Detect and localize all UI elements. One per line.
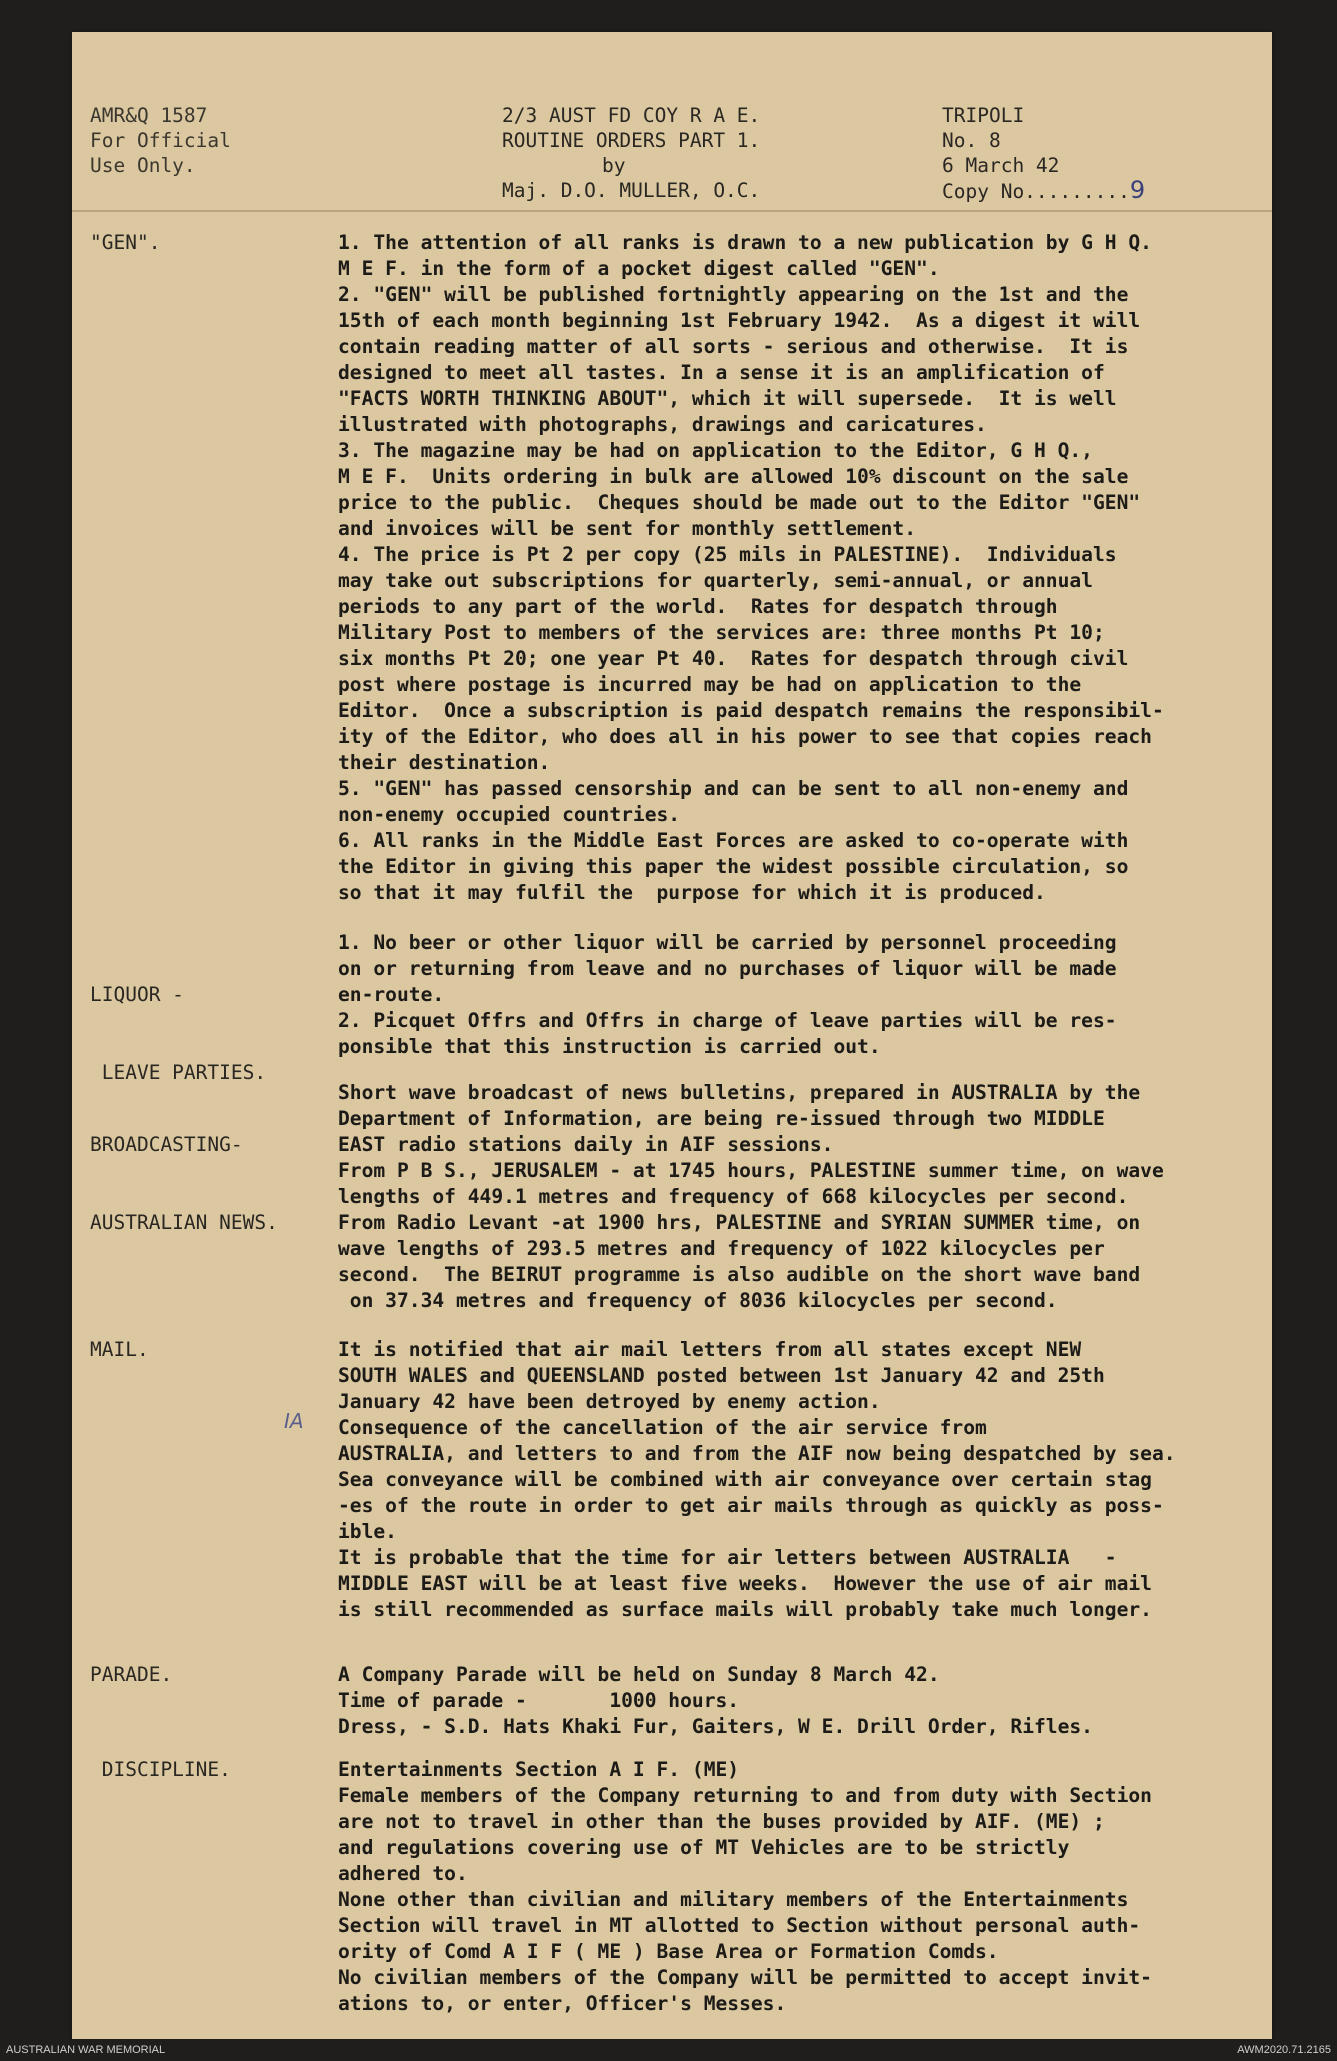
text-line: ponsible that this instruction is carried out. xyxy=(338,1035,881,1058)
text-line: and regulations covering use of MT Vehicles are to be strictly xyxy=(338,1836,1070,1859)
section-body xyxy=(338,1080,1263,1314)
text-line: "FACTS WORTH THINKING ABOUT", which it will supersede. It is well xyxy=(338,387,1117,410)
section-body xyxy=(338,930,1263,1060)
document-header xyxy=(72,32,1272,212)
copy-number-handwritten: 9 xyxy=(1129,176,1146,204)
reference-line: AMR&Q 1587 xyxy=(90,104,208,127)
title-by: by xyxy=(602,154,626,177)
text-line: Department of Information, are being re-issued through two MIDDLE xyxy=(338,1107,1105,1130)
text-line: 4. The price is Pt 2 per copy (25 mils in PALESTINE). Individuals xyxy=(338,543,1117,566)
text-line: wave lengths of 293.5 metres and frequency of 1022 kilocycles per xyxy=(338,1237,1105,1260)
text-line: 2. "GEN" will be published fortnightly appearing on the 1st and the xyxy=(338,283,1129,306)
document-page xyxy=(72,32,1272,2042)
text-line: None other than civilian and military members of the Entertainments xyxy=(338,1888,1129,1911)
text-line: ible. xyxy=(338,1520,397,1543)
text-line: on 37.34 metres and frequency of 8036 kilocycles per second. xyxy=(338,1289,1058,1312)
text-line: the Editor in giving this paper the widest possible circulation, so xyxy=(338,855,1129,878)
section-body xyxy=(338,230,1263,906)
title-block xyxy=(502,103,760,203)
text-line: ity of the Editor, who does all in his power to see that copies reach xyxy=(338,725,1152,748)
text-line: may take out subscriptions for quarterly, semi-annual, or annual xyxy=(338,569,1093,592)
text-line: designed to meet all tastes. In a sense it is an amplification of xyxy=(338,361,1105,384)
text-line: A Company Parade will be held on Sunday 8 March 42. xyxy=(338,1663,940,1686)
copy-number-label: Copy No......... xyxy=(942,180,1130,203)
section-label xyxy=(90,1080,278,1288)
text-line: No civilian members of the Company will be permitted to accept invit- xyxy=(338,1966,1152,1989)
text-line: adhered to. xyxy=(338,1862,468,1885)
text-line: 1. The attention of all ranks is drawn to a new publication by G H Q. xyxy=(338,231,1152,254)
text-line: SOUTH WALES and QUEENSLAND posted between 1st January 42 and 25th xyxy=(338,1364,1105,1387)
text-line: Consequence of the cancellation of the air service from xyxy=(338,1416,987,1439)
unit-name: 2/3 AUST FD COY R A E. xyxy=(502,104,761,127)
section-label xyxy=(90,1337,149,1363)
text-line: -es of the route in order to get air mails through as quickly as poss- xyxy=(338,1494,1164,1517)
place-date-block xyxy=(942,103,1145,204)
text-line: 5. "GEN" has passed censorship and can be sent to all non-enemy and xyxy=(338,777,1129,800)
text-line: second. The BEIRUT programme is also audible on the short wave band xyxy=(338,1263,1141,1286)
section-label xyxy=(90,230,160,256)
section-body xyxy=(338,1662,1263,1740)
text-line: so that it may fulfil the purpose for which it is produced. xyxy=(338,881,1046,904)
text-line: Military Post to members of the services are: three months Pt 10; xyxy=(338,621,1105,644)
text-line: January 42 have been detroyed by enemy action. xyxy=(338,1390,881,1413)
text-line: are not to travel in other than the buses provided by AIF. (ME) ; xyxy=(338,1810,1105,1833)
text-line: illustrated with photographs, drawings and caricatures. xyxy=(338,413,987,436)
text-line: It is probable that the time for air letters between AUSTRALIA - xyxy=(338,1546,1117,1569)
section-body xyxy=(338,1337,1263,1623)
order-date: 6 March 42 xyxy=(942,154,1060,177)
margin-annotation: IA xyxy=(284,1409,304,1433)
archive-footer xyxy=(0,2039,1337,2061)
label-line: BROADCASTING- xyxy=(90,1133,243,1156)
text-line: It is notified that air mail letters from all states except NEW xyxy=(338,1338,1082,1361)
copy-number xyxy=(942,178,1145,204)
text-line: 2. Picquet Offrs and Offrs in charge of leave parties will be res- xyxy=(338,1009,1117,1032)
text-line: contain reading matter of all sorts - serious and otherwise. It is xyxy=(338,335,1129,358)
order-number: No. 8 xyxy=(942,129,1001,152)
text-line: price to the public. Cheques should be made out to the Editor "GEN" xyxy=(338,491,1141,514)
reference-line: Use Only. xyxy=(90,154,196,177)
archive-reference: AWM2020.71.2165 xyxy=(1237,2044,1331,2056)
reference-line: For Official xyxy=(90,129,231,152)
text-line: MIDDLE EAST will be at least five weeks. However the use of air mail xyxy=(338,1572,1152,1595)
text-line: M E F. in the form of a pocket digest called "GEN". xyxy=(338,257,940,280)
text-line: 1. No beer or other liquor will be carried by personnel proceeding xyxy=(338,931,1117,954)
text-line: and invoices will be sent for monthly settlement. xyxy=(338,517,917,540)
reference-block xyxy=(90,103,231,178)
text-line: Short wave broadcast of news bulletins, prepared in AUSTRALIA by the xyxy=(338,1081,1141,1104)
text-line: lengths of 449.1 metres and frequency of 668 kilocycles per second. xyxy=(338,1185,1129,1208)
text-line: Female members of the Company returning to and from duty with Section xyxy=(338,1784,1152,1807)
text-line: periods to any part of the world. Rates for despatch through xyxy=(338,595,1058,618)
text-line: 6. All ranks in the Middle East Forces are asked to co-operate with xyxy=(338,829,1129,852)
text-line: From P B S., JERUSALEM - at 1745 hours, PALESTINE summer time, on wave xyxy=(338,1159,1164,1182)
text-line: Section will travel in MT allotted to Section without personal auth- xyxy=(338,1914,1141,1937)
label-line: AUSTRALIAN NEWS. xyxy=(90,1211,278,1234)
text-line: Time of parade - 1000 hours. xyxy=(338,1689,740,1712)
text-line: Editor. Once a subscription is paid despatch remains the responsibil- xyxy=(338,699,1164,722)
text-line: 3. The magazine may be had on application to the Editor, G H Q., xyxy=(338,439,1093,462)
text-line: Entertainments Section A I F. (ME) xyxy=(338,1758,740,1781)
text-line: AUSTRALIA, and letters to and from the AIF now being despatched by sea. xyxy=(338,1442,1176,1465)
text-line: is still recommended as surface mails will probably take much longer. xyxy=(338,1598,1152,1621)
text-line: EAST radio stations daily in AIF sessions. xyxy=(338,1133,834,1156)
text-line: six months Pt 20; one year Pt 40. Rates for despatch through civil xyxy=(338,647,1129,670)
text-line: Sea conveyance will be combined with air conveyance over certain stag xyxy=(338,1468,1152,1491)
archive-name: AUSTRALIAN WAR MEMORIAL xyxy=(6,2044,166,2056)
text-line: non-enemy occupied countries. xyxy=(338,803,681,826)
issuing-officer: Maj. D.O. MULLER, O.C. xyxy=(502,179,761,202)
text-line: their destination. xyxy=(338,751,551,774)
text-line: M E F. Units ordering in bulk are allowed 10% discount on the sale xyxy=(338,465,1129,488)
label-line: LIQUOR - xyxy=(90,983,184,1006)
label-line: "GEN". xyxy=(90,231,161,254)
text-line: ority of Comd A I F ( ME ) Base Area or Formation Comds. xyxy=(338,1940,999,1963)
document-title: ROUTINE ORDERS PART 1. xyxy=(502,129,761,152)
text-line: 15th of each month beginning 1st February 1942. As a digest it will xyxy=(338,309,1141,332)
section-body xyxy=(338,1757,1263,2017)
section-label xyxy=(90,1757,231,1783)
text-line: Dress, - S.D. Hats Khaki Fur, Gaiters, W E. Drill Order, Rifles. xyxy=(338,1715,1093,1738)
text-line: post where postage is incurred may be had on application to the xyxy=(338,673,1082,696)
label-line: PARADE. xyxy=(90,1663,173,1686)
label-line: DISCIPLINE. xyxy=(90,1758,231,1781)
text-line: on or returning from leave and no purchases of liquor will be made xyxy=(338,957,1117,980)
label-line: LEAVE PARTIES. xyxy=(90,1061,267,1084)
location: TRIPOLI xyxy=(942,104,1025,127)
section-label xyxy=(90,1662,172,1688)
label-line: MAIL. xyxy=(90,1338,149,1361)
text-line: en-route. xyxy=(338,983,445,1006)
text-line: ations to, or enter, Officer's Messes. xyxy=(338,1992,787,2015)
text-line: From Radio Levant -at 1900 hrs, PALESTINE and SYRIAN SUMMER time, on xyxy=(338,1211,1141,1234)
